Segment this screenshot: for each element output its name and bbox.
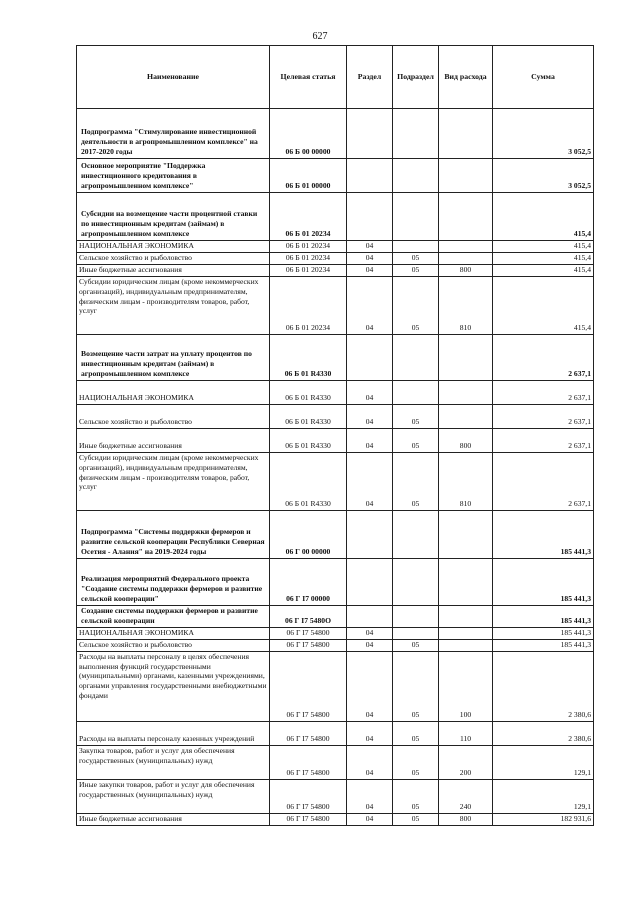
table-row — [77, 651, 594, 721]
cell-name: Иные бюджетные ассигнования — [77, 264, 270, 276]
cell-section — [347, 510, 393, 558]
cell-name: Закупка товаров, работ и услуг для обеспечения государственных (муниципальных) нужд — [77, 745, 270, 779]
cell-subsection: 05 — [393, 651, 439, 721]
cell-target-article: 06 Б 01 R4330 — [270, 334, 347, 380]
cell-amount: 415,4 — [493, 252, 594, 264]
cell-target-article: 06 Б 01 20234 — [270, 252, 347, 264]
cell-section — [347, 334, 393, 380]
table-row — [77, 813, 594, 825]
cell-expense-type — [439, 334, 493, 380]
cell-subsection: 05 — [393, 252, 439, 264]
cell-name: Субсидии юридическим лицам (кроме некоммерческих организаций), индивидуальным предпринимателям, физическим лицам - производителям товаров, работ, услуг — [77, 276, 270, 334]
cell-name: Расходы на выплаты персоналу казенных учреждений — [77, 721, 270, 745]
cell-expense-type: 800 — [439, 813, 493, 825]
cell-target-article: 06 Б 00 00000 — [270, 109, 347, 159]
cell-subsection — [393, 109, 439, 159]
cell-amount: 185 441,3 — [493, 639, 594, 651]
cell-expense-type — [439, 380, 493, 404]
cell-expense-type: 200 — [439, 745, 493, 779]
cell-name: Сельское хозяйство и рыболовство — [77, 252, 270, 264]
cell-subsection — [393, 627, 439, 639]
cell-amount: 2 380,6 — [493, 651, 594, 721]
table-row — [77, 745, 594, 779]
cell-name: Иные закупки товаров, работ и услуг для обеспечения государственных (муниципальных) нужд — [77, 779, 270, 813]
cell-target-article: 06 Б 01 00000 — [270, 159, 347, 193]
table-row — [77, 779, 594, 813]
table-row — [77, 510, 594, 558]
cell-expense-type: 240 — [439, 779, 493, 813]
cell-subsection: 05 — [393, 779, 439, 813]
cell-section: 04 — [347, 428, 393, 452]
cell-subsection: 05 — [393, 639, 439, 651]
cell-section — [347, 159, 393, 193]
cell-amount: 415,4 — [493, 264, 594, 276]
table-row — [77, 264, 594, 276]
table-row — [77, 252, 594, 264]
cell-amount: 415,4 — [493, 241, 594, 253]
cell-section: 04 — [347, 721, 393, 745]
cell-section: 04 — [347, 779, 393, 813]
cell-subsection: 05 — [393, 404, 439, 428]
cell-name: Иные бюджетные ассигнования — [77, 813, 270, 825]
cell-amount: 2 637,1 — [493, 334, 594, 380]
cell-subsection — [393, 558, 439, 605]
cell-section: 04 — [347, 264, 393, 276]
cell-amount: 182 931,6 — [493, 813, 594, 825]
header-amount: Сумма — [493, 46, 594, 109]
cell-target-article: 06 Г I7 54800 — [270, 721, 347, 745]
table-row — [77, 404, 594, 428]
table-header-row — [77, 46, 594, 109]
cell-target-article: 06 Б 01 20234 — [270, 264, 347, 276]
cell-expense-type — [439, 558, 493, 605]
cell-subsection — [393, 241, 439, 253]
cell-name: Подпрограмма "Системы поддержки фермеров и развитие сельской кооперации Республики Северная Осетия - Алания" на 2019-2024 годы — [77, 510, 270, 558]
cell-section: 04 — [347, 639, 393, 651]
cell-subsection: 05 — [393, 264, 439, 276]
header-name: Наименование — [77, 46, 270, 109]
cell-target-article: 06 Г I7 54800 — [270, 627, 347, 639]
table-row — [77, 109, 594, 159]
cell-subsection: 05 — [393, 745, 439, 779]
cell-target-article: 06 Б 01 20234 — [270, 276, 347, 334]
cell-section: 04 — [347, 380, 393, 404]
cell-subsection: 05 — [393, 721, 439, 745]
cell-section: 04 — [347, 404, 393, 428]
cell-expense-type: 810 — [439, 276, 493, 334]
cell-expense-type — [439, 109, 493, 159]
cell-name: Субсидии на возмещение части процентной ставки по инвестиционным кредитам (займам) в агропромышленном комплексе — [77, 193, 270, 241]
table-row — [77, 558, 594, 605]
cell-subsection — [393, 334, 439, 380]
cell-name: Реализация мероприятий Федерального проекта "Создание системы поддержки фермеров и развитие сельской кооперации" — [77, 558, 270, 605]
cell-target-article: 06 Г I7 54800 — [270, 813, 347, 825]
cell-section: 04 — [347, 241, 393, 253]
cell-name: НАЦИОНАЛЬНАЯ ЭКОНОМИКА — [77, 241, 270, 253]
cell-section: 04 — [347, 252, 393, 264]
cell-section — [347, 605, 393, 627]
table-row — [77, 721, 594, 745]
table-row — [77, 241, 594, 253]
cell-subsection: 05 — [393, 813, 439, 825]
cell-expense-type: 810 — [439, 452, 493, 510]
cell-subsection: 05 — [393, 276, 439, 334]
table-row — [77, 380, 594, 404]
cell-amount: 185 441,3 — [493, 558, 594, 605]
cell-target-article: 06 Б 01 20234 — [270, 193, 347, 241]
cell-name: Возмещение части затрат на уплату процентов по инвестиционным кредитам (займам) в агропромышленном комплексе — [77, 334, 270, 380]
cell-target-article: 06 Г I7 54800 — [270, 651, 347, 721]
cell-target-article: 06 Б 01 R4330 — [270, 428, 347, 452]
cell-amount: 2 637,1 — [493, 452, 594, 510]
table-row — [77, 428, 594, 452]
cell-amount: 2 637,1 — [493, 404, 594, 428]
cell-target-article: 06 Б 01 R4330 — [270, 404, 347, 428]
cell-section: 04 — [347, 627, 393, 639]
cell-amount: 2 637,1 — [493, 380, 594, 404]
cell-section: 04 — [347, 745, 393, 779]
cell-section: 04 — [347, 813, 393, 825]
table-row — [77, 334, 594, 380]
cell-amount: 2 380,6 — [493, 721, 594, 745]
cell-amount: 3 052,5 — [493, 109, 594, 159]
cell-section: 04 — [347, 452, 393, 510]
cell-name: НАЦИОНАЛЬНАЯ ЭКОНОМИКА — [77, 380, 270, 404]
cell-target-article: 06 Г I7 5480О — [270, 605, 347, 627]
cell-name: Субсидии юридическим лицам (кроме некоммерческих организаций), индивидуальным предпринимателям, физическим лицам - производителям товаров, работ, услуг — [77, 452, 270, 510]
cell-amount: 129,1 — [493, 779, 594, 813]
cell-expense-type: 110 — [439, 721, 493, 745]
cell-target-article: 06 Б 01 R4330 — [270, 452, 347, 510]
table-row — [77, 627, 594, 639]
table-row — [77, 639, 594, 651]
cell-target-article: 06 Г 00 00000 — [270, 510, 347, 558]
cell-expense-type — [439, 193, 493, 241]
cell-target-article: 06 Б 01 R4330 — [270, 380, 347, 404]
page-number: 627 — [312, 31, 328, 42]
cell-name: НАЦИОНАЛЬНАЯ ЭКОНОМИКА — [77, 627, 270, 639]
cell-amount: 2 637,1 — [493, 428, 594, 452]
cell-name: Иные бюджетные ассигнования — [77, 428, 270, 452]
cell-target-article: 06 Г I7 00000 — [270, 558, 347, 605]
cell-subsection: 05 — [393, 452, 439, 510]
cell-name: Расходы на выплаты персоналу в целях обеспечения выполнения функций государственными (муниципальными) органами, казенными учреждениями, органами управления государственными внебюджетными фондами — [77, 651, 270, 721]
header-target-article: Целевая статья — [270, 46, 347, 109]
cell-amount: 415,4 — [493, 276, 594, 334]
cell-name: Сельское хозяйство и рыболовство — [77, 404, 270, 428]
cell-amount: 3 052,5 — [493, 159, 594, 193]
cell-amount: 185 441,3 — [493, 510, 594, 558]
cell-amount: 415,4 — [493, 193, 594, 241]
table-row — [77, 159, 594, 193]
cell-subsection — [393, 605, 439, 627]
cell-expense-type — [439, 639, 493, 651]
table-body — [77, 109, 594, 826]
cell-name: Сельское хозяйство и рыболовство — [77, 639, 270, 651]
cell-amount: 129,1 — [493, 745, 594, 779]
cell-name: Основное мероприятие "Поддержка инвестиционного кредитования в агропромышленном комплексе" — [77, 159, 270, 193]
cell-name: Подпрограмма "Стимулирование инвестиционной деятельности в агропромышленном комплексе" на 2017-2020 годы — [77, 109, 270, 159]
cell-section — [347, 109, 393, 159]
cell-target-article: 06 Г I7 54800 — [270, 639, 347, 651]
cell-section: 04 — [347, 276, 393, 334]
header-subsection: Подраздел — [393, 46, 439, 109]
cell-subsection — [393, 159, 439, 193]
header-section: Раздел — [347, 46, 393, 109]
cell-target-article: 06 Г I7 54800 — [270, 779, 347, 813]
header-expense-type: Вид расхода — [439, 46, 493, 109]
cell-expense-type — [439, 159, 493, 193]
cell-expense-type: 800 — [439, 264, 493, 276]
table-row — [77, 452, 594, 510]
cell-expense-type — [439, 605, 493, 627]
table-row — [77, 276, 594, 334]
cell-section — [347, 558, 393, 605]
cell-subsection — [393, 380, 439, 404]
cell-name: Создание системы поддержки фермеров и развитие сельской кооперации — [77, 605, 270, 627]
cell-target-article: 06 Г I7 54800 — [270, 745, 347, 779]
cell-target-article: 06 Б 01 20234 — [270, 241, 347, 253]
cell-expense-type — [439, 252, 493, 264]
table-row — [77, 193, 594, 241]
table-row — [77, 605, 594, 627]
cell-section — [347, 193, 393, 241]
cell-amount: 185 441,3 — [493, 605, 594, 627]
cell-section: 04 — [347, 651, 393, 721]
cell-amount: 185 441,3 — [493, 627, 594, 639]
cell-subsection — [393, 193, 439, 241]
budget-table — [76, 45, 594, 826]
cell-expense-type — [439, 627, 493, 639]
cell-expense-type: 100 — [439, 651, 493, 721]
cell-expense-type — [439, 404, 493, 428]
cell-expense-type — [439, 510, 493, 558]
cell-subsection — [393, 510, 439, 558]
cell-expense-type — [439, 241, 493, 253]
cell-expense-type: 800 — [439, 428, 493, 452]
cell-subsection: 05 — [393, 428, 439, 452]
